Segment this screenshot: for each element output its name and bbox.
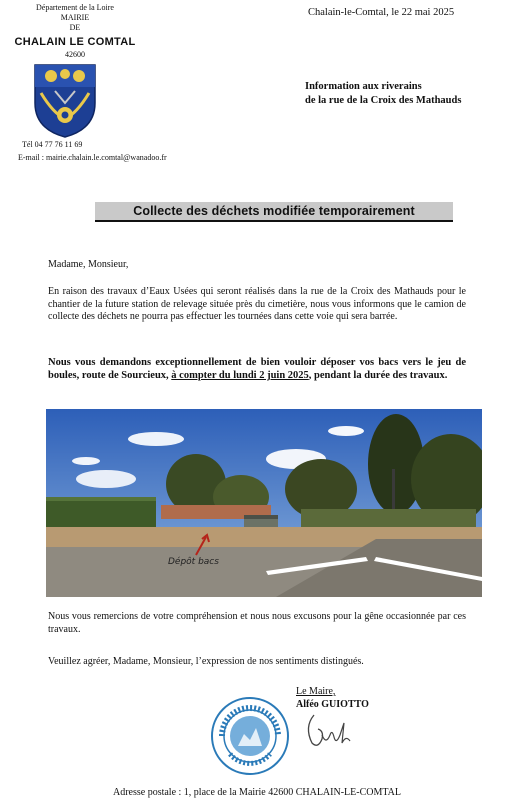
phone-text: Tél 04 77 76 11 69 xyxy=(22,140,83,149)
recipient-line-2: de la rue de la Croix des Mathauds xyxy=(305,95,462,106)
paragraph-instructions xyxy=(48,356,466,382)
instructions-text-2: , pendant la durée des travaux. xyxy=(308,370,448,381)
mairie-label: MAIRIE xyxy=(60,13,90,22)
commune-name: CHALAIN LE COMTAL xyxy=(14,36,136,48)
closing-paragraph: Veuillez agréer, Madame, Monsieur, l’expression de nos sentiments distingués. xyxy=(48,656,364,667)
recipient-line-1: Information aux riverains xyxy=(305,81,422,92)
document-title: Collecte des déchets modifiée temporairement xyxy=(95,202,453,222)
postcode: 42600 xyxy=(65,50,85,59)
instructions-text-1: Nous vous demandons exceptionnellement de bien vouloir déposer vos bacs vers le jeu de boules, route de Sourcieux, xyxy=(48,357,466,381)
paragraph-1: En raison des travaux d’Eaux Usées qui seront réalisés dans la rue de la Croix des Mathauds pour le chantier de la future station de relevage située près du cimetière, nous vous informons que le camion de collecte des déchets ne pourra pas effectuer les tournées dans cette voie qui sera barrée. xyxy=(48,286,466,322)
date-line: Chalain-le-Comtal, le 22 mai 2025 xyxy=(308,7,455,18)
handwritten-signature xyxy=(300,705,360,753)
email-text: E-mail : mairie.chalain.le.comtal@wanadoo.fr xyxy=(18,153,167,162)
official-stamp xyxy=(210,696,290,776)
thanks-paragraph: Nous vous remercions de votre compréhension et nous nous excusons pour la gêne occasionnée par ces travaux. xyxy=(48,611,466,635)
mayor-name: Alféo GUIOTTO xyxy=(296,699,369,710)
department-label: Département de la Loire xyxy=(36,3,114,12)
location-photo xyxy=(46,409,482,597)
greeting: Madame, Monsieur, xyxy=(48,259,129,270)
footer-address: Adresse postale : 1, place de la Mairie 42600 CHALAIN-LE-COMTAL xyxy=(112,787,401,798)
de-label: DE xyxy=(69,23,81,32)
start-date-text: à compter du lundi 2 juin 2025 xyxy=(171,370,309,381)
coat-of-arms-logo xyxy=(33,63,97,139)
signature-role: Le Maire, xyxy=(296,686,336,697)
photo-annotation: Dépôt bacs xyxy=(168,557,219,567)
